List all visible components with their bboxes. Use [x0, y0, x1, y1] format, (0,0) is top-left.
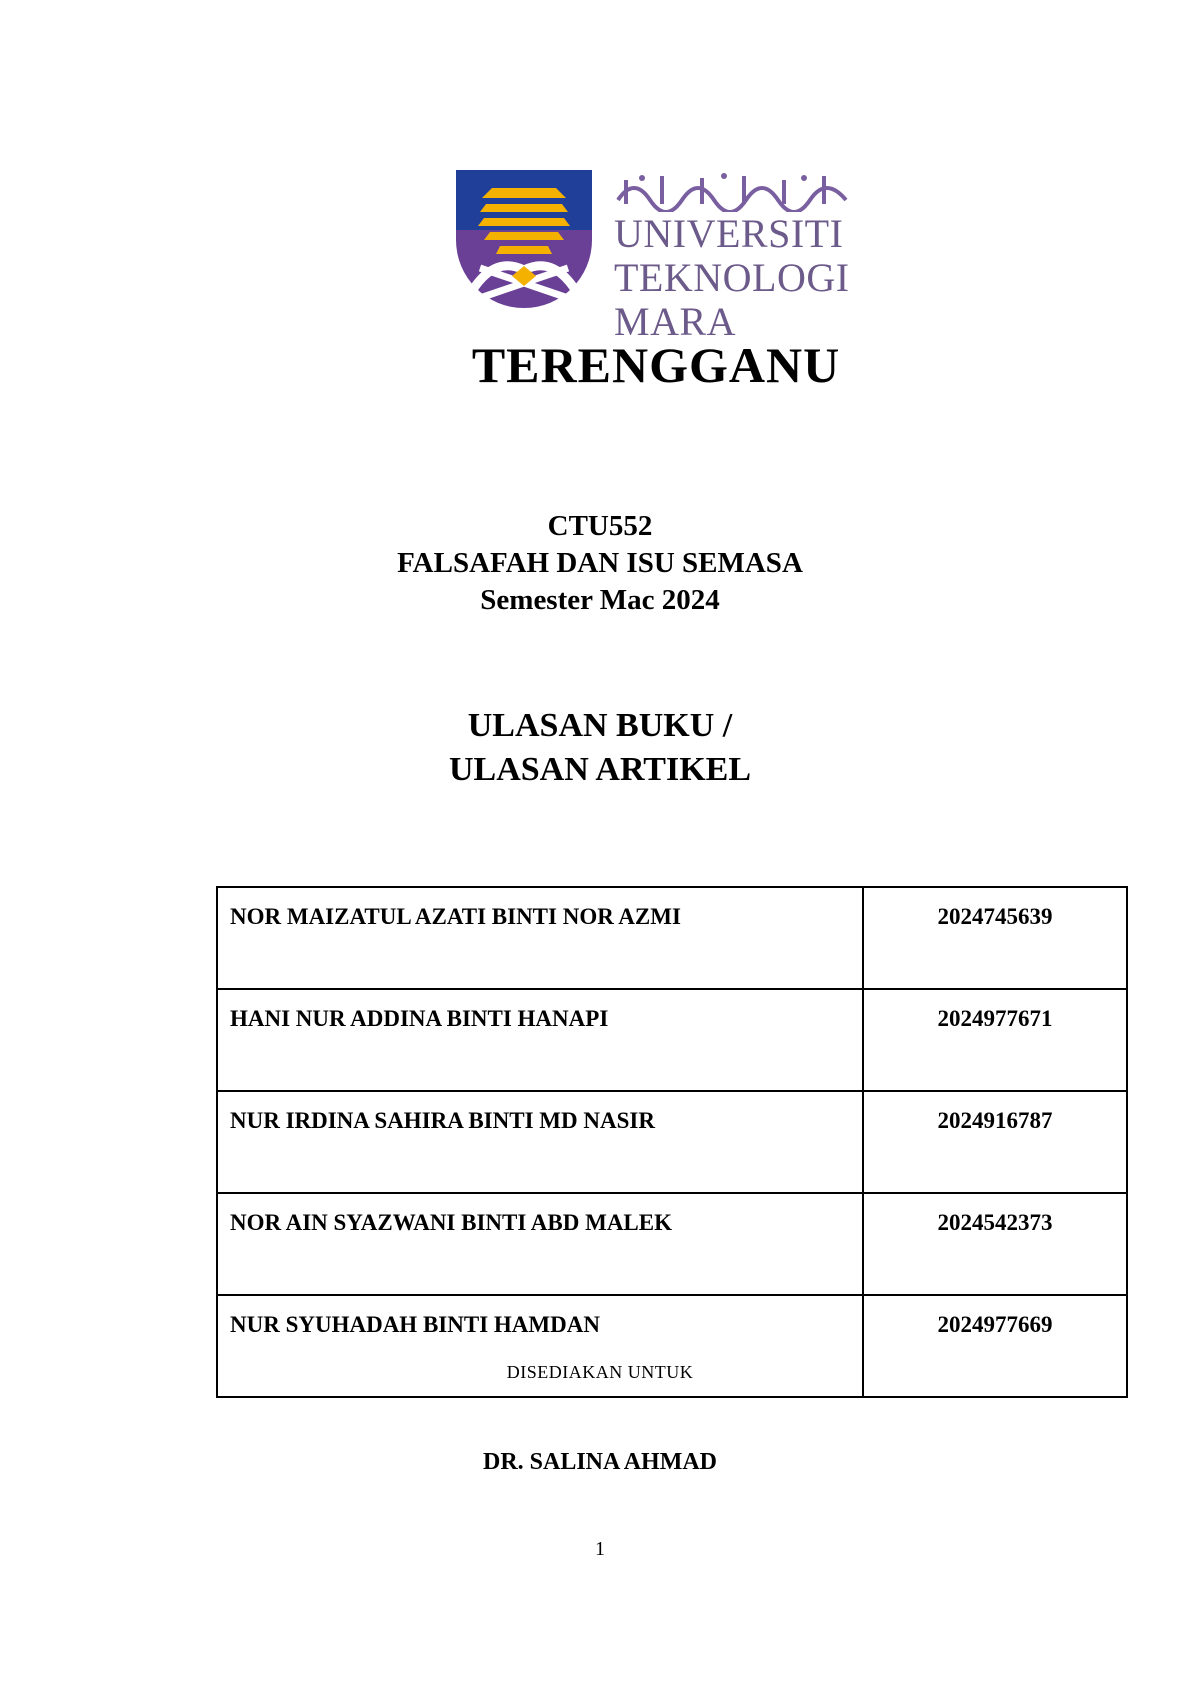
document-title	[0, 704, 1200, 792]
member-id: 2024916787	[863, 1091, 1127, 1193]
course-semester: Semester Mac 2024	[480, 584, 720, 616]
logo-line-mara: MARA	[614, 299, 737, 344]
course-name: FALSAFAH DAN ISU SEMASA	[397, 547, 803, 579]
members-table	[216, 886, 1128, 1398]
member-id: 2024977671	[863, 989, 1127, 1091]
title-line-1: ULASAN BUKU /	[467, 707, 733, 744]
uitm-logo	[456, 170, 856, 400]
table-row	[217, 887, 1127, 989]
course-info	[0, 508, 1200, 619]
table-row	[217, 989, 1127, 1091]
logo-line-teknologi: TEKNOLOGI	[614, 255, 850, 300]
course-code: CTU552	[547, 510, 653, 542]
campus-name: TERENGGANU	[471, 337, 841, 393]
member-name: NUR IRDINA SAHIRA BINTI MD NASIR	[217, 1091, 863, 1193]
logo-line-universiti: UNIVERSITI	[614, 211, 844, 256]
table-row	[217, 1193, 1127, 1295]
lecturer-name: DR. SALINA AHMAD	[482, 1449, 718, 1475]
member-name: NOR MAIZATUL AZATI BINTI NOR AZMI	[217, 887, 863, 989]
uitm-shield-icon	[456, 170, 592, 330]
member-id: 2024977669	[863, 1295, 1127, 1397]
member-name: HANI NUR ADDINA BINTI HANAPI	[217, 989, 863, 1091]
title-line-2: ULASAN ARTIKEL	[448, 751, 752, 788]
member-name: NUR SYUHADAH BINTI HAMDAN	[217, 1295, 863, 1397]
jawi-university-name	[614, 170, 850, 212]
member-id: 2024542373	[863, 1193, 1127, 1295]
table-row	[217, 1091, 1127, 1193]
member-id: 2024745639	[863, 887, 1127, 989]
prepared-for-label: DISEDIAKAN UNTUK	[506, 1362, 694, 1382]
member-name: NOR AIN SYAZWANI BINTI ABD MALEK	[217, 1193, 863, 1295]
page-number: 1	[595, 1538, 605, 1560]
